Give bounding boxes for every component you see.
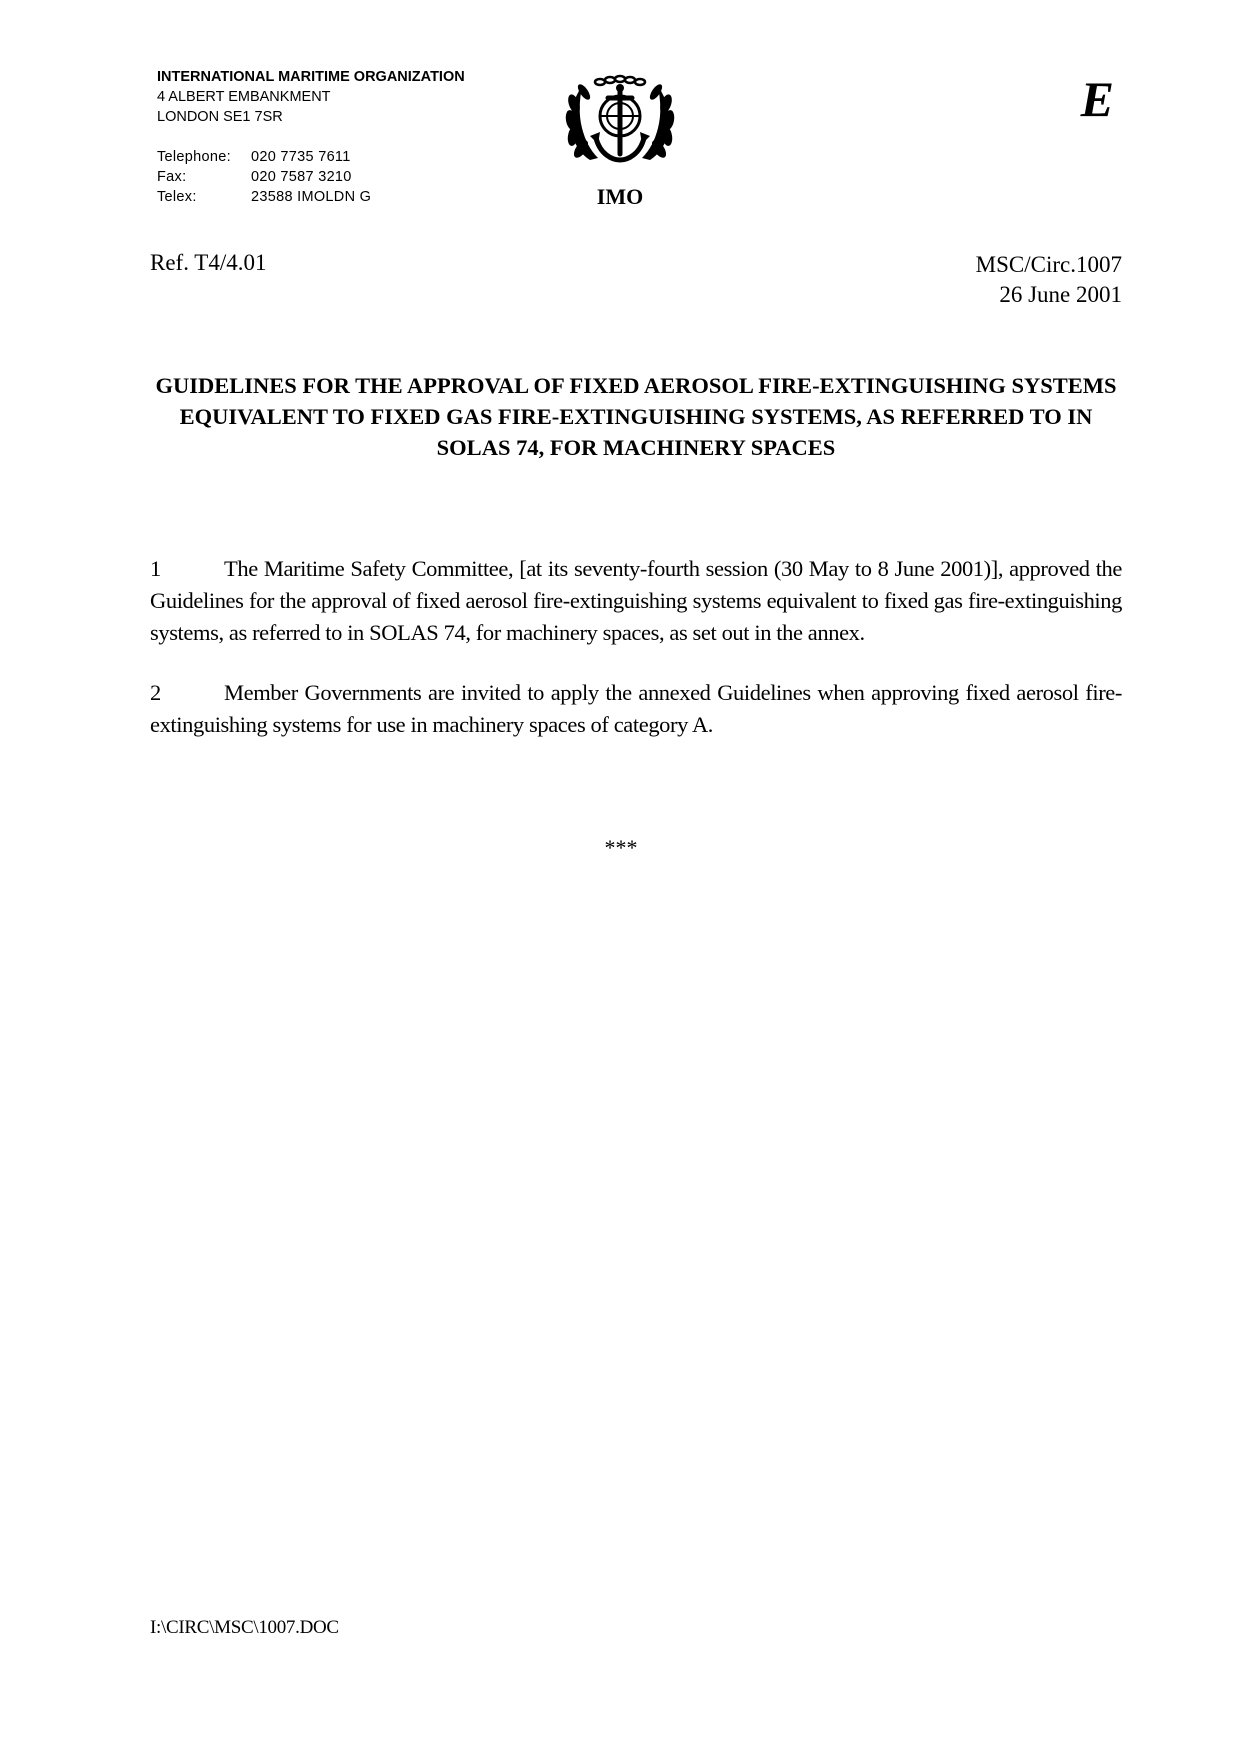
circular-date: 26 June 2001 xyxy=(999,282,1122,307)
language-code: E xyxy=(1080,71,1114,127)
section-separator: *** xyxy=(604,835,638,860)
address-line-1: 4 ALBERT EMBANKMENT xyxy=(157,89,331,105)
paragraph-2 xyxy=(150,677,1122,741)
contact-row-fax xyxy=(157,167,371,187)
circular-block xyxy=(976,250,1122,310)
reference-number: Ref. T4/4.01 xyxy=(150,250,267,275)
contact-label: Telephone: xyxy=(157,149,231,165)
address-line-2: LONDON SE1 7SR xyxy=(157,109,283,125)
circular-number: MSC/Circ.1007 xyxy=(975,252,1122,277)
paragraph-text: Member Governments are invited to apply the annexed Guidelines when approving fixed aerosol fire-extinguishing systems for use in machinery spaces of category A. xyxy=(150,680,1122,737)
contact-label: Telex: xyxy=(157,189,197,205)
contact-value: 020 7735 7611 xyxy=(251,149,351,165)
contact-value: 23588 IMOLDN G xyxy=(251,189,372,205)
paragraph-1 xyxy=(150,553,1122,649)
contact-row-telephone xyxy=(157,147,371,167)
contact-block xyxy=(157,147,371,207)
org-address-block xyxy=(157,67,465,127)
paragraph-number: 1 xyxy=(150,556,161,581)
document-title: GUIDELINES FOR THE APPROVAL OF FIXED AEROSOL FIRE-EXTINGUISHING SYSTEMS EQUIVALENT TO FIXED GAS FIRE-EXTINGUISHING SYSTEMS, AS REFERRED TO IN SOLAS 74, FOR MACHINERY SPACES xyxy=(155,373,1117,460)
org-name: INTERNATIONAL MARITIME ORGANIZATION xyxy=(157,69,465,85)
footer-file-path: I:\CIRC\MSC\1007.DOC xyxy=(150,1617,339,1638)
paragraph-text: The Maritime Safety Committee, [at its seventy-fourth session (30 May to 8 June 2001)], approved the Guidelines for the approval of fixed aerosol fire-extinguishing systems equivalent to fixed gas fire-extinguishing systems, as referred to in SOLAS 74, for machinery spaces, as set out in the annex. xyxy=(150,556,1122,645)
imo-emblem-icon xyxy=(560,72,680,172)
paragraph-number: 2 xyxy=(150,680,161,705)
contact-value: 020 7587 3210 xyxy=(251,169,352,185)
contact-label: Fax: xyxy=(157,169,187,185)
logo-caption: IMO xyxy=(596,184,644,209)
contact-row-telex xyxy=(157,187,371,207)
